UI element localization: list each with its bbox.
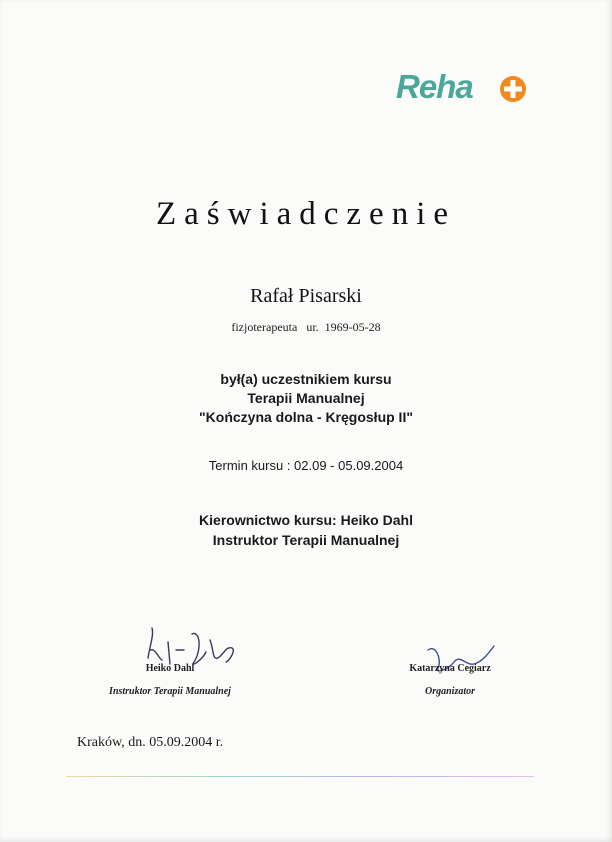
recipient-details <box>0 320 612 335</box>
course-line-2: Terapii Manualnej <box>247 390 365 406</box>
signature-block-organizer <box>370 663 530 697</box>
signature-role-organizer: Organizator <box>424 686 475 697</box>
signature-role-instructor: Instruktor Terapii Manualnej <box>109 686 231 697</box>
course-description <box>0 370 612 427</box>
certificate-title: Zaświadczenie <box>155 196 457 232</box>
signature-block-instructor <box>80 663 260 697</box>
course-line-3: "Kończyna dolna - Kręgosłup II" <box>199 409 413 425</box>
leadership-line-2: Instruktor Terapii Manualnej <box>212 532 400 548</box>
recipient-name: Rafał Pisarski <box>250 285 362 307</box>
birth-date: 1969-05-28 <box>324 320 381 334</box>
signature-name-instructor: Heiko Dahl <box>145 663 195 674</box>
signature-name-organizer: Katarzyna Cegiarz <box>409 663 491 674</box>
leadership-line-1: Kierownictwo kursu: Heiko Dahl <box>199 512 413 528</box>
plus-icon <box>498 74 528 104</box>
footer-divider <box>66 776 534 777</box>
course-term: Termin kursu : 02.09 - 05.09.2004 <box>208 458 404 473</box>
recipient-profession: fizjoterapeuta <box>231 320 298 334</box>
place-and-date: Kraków, dn. 05.09.2004 r. <box>77 735 224 750</box>
course-leadership <box>0 510 612 550</box>
birth-label: ur. <box>306 320 319 334</box>
reha-logo <box>396 68 536 112</box>
course-line-1: był(a) uczestnikiem kursu <box>220 371 392 387</box>
logo-text: Reha <box>396 68 473 105</box>
